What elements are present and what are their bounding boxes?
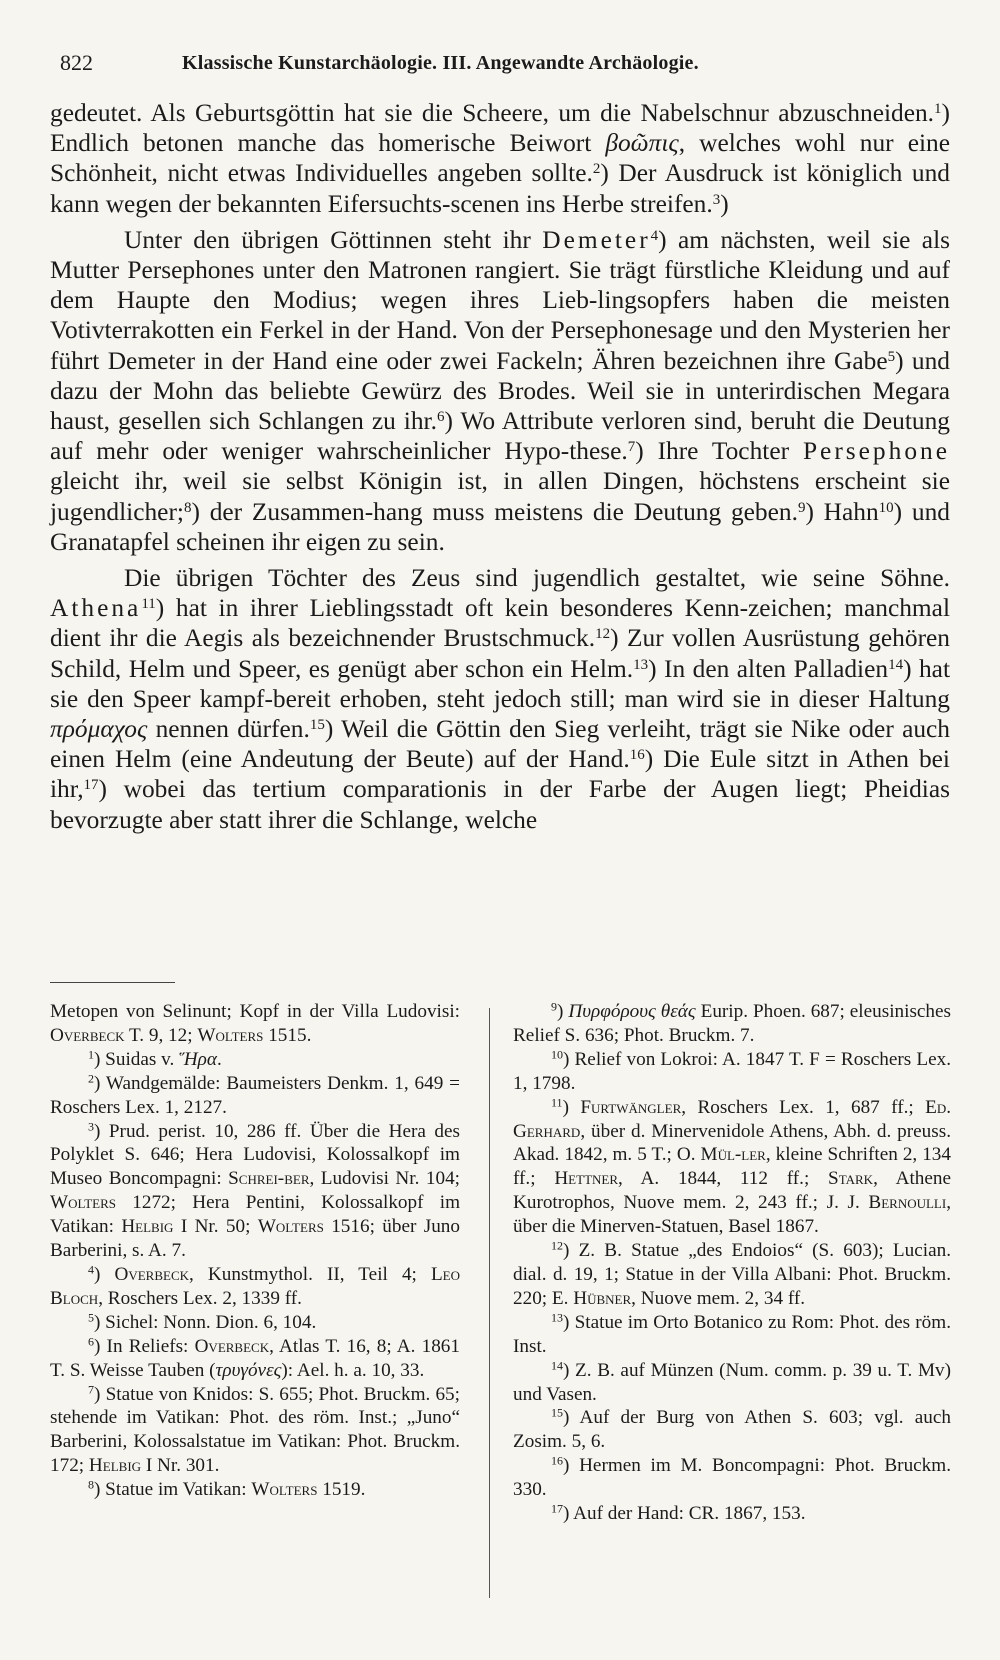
spaced-name: Persephone	[802, 437, 950, 466]
footnote-ref: 17	[83, 777, 99, 794]
paragraph-athena: Die übrigen Töchter des Zeus sind jugendlich gestaltet, wie seine Söhne. Athena$^{11}$) hat in ihrer Lieblingsstadt oft kein besonderes Kenn-zeichen; manchmal dient ihr die Aegis als bezeichnender Brustschmuck.$^{12}$) Zur vollen Ausrüstung gehören Schild, Helm und Speer, es genügt aber schon ein Helm.$^{13}$) In den alten Palladien$^{14}$) hat sie den Speer kampf-bereit erhoben, steht jedoch still; man wird sie in dieser Haltung πρόμαχος nennen dürfen.$^{15}$) Weil die Göttin den Sieg verleiht, trägt sie Nike oder auch einen Helm (eine Andeutung der Beute) auf der Hand.$^{16}$) Die Eule sitzt in Athen bei ihr,$^{17}$) wobei das tertium comparationis in der Farbe der Augen liegt; Pheidias bevorzugte aber statt ihrer die Schlange, welche	[50, 564, 951, 834]
footnote-14: $^{14}$) Z. B. auf Münzen (Num. comm. p. 39 u. T. Mv) und Vasen.	[513, 1358, 951, 1405]
greek-word: πρόμαχος	[50, 715, 148, 744]
footnote-ref: 1	[934, 100, 942, 117]
footnote-ref: 3	[712, 191, 721, 208]
footnote-ref: 16	[629, 747, 645, 764]
greek-word: βοῶπις	[605, 129, 679, 158]
main-text	[50, 98, 950, 835]
footnote-11: $^{11}$) Furtwängler, Roschers Lex. 1, 687 ff.; Ed. Gerhard, über d. Minervenidole Athens, Abh. d. preuss. Akad. 1842, m. 5 T.; O. Mül-ler, kleine Schriften 2, 134 ff.; Hettner, A. 1844, 112 ff.; Stark, Athene Kurotrophos, Nuove mem. 2, 243 ff.; J. J. Bernoulli, über die Minerven-Statuen, Basel 1867.	[513, 1095, 952, 1238]
footnote-ref: 6	[436, 408, 445, 425]
footnote-ref: 4	[650, 227, 659, 244]
footnote-ref: 11	[141, 596, 156, 612]
footnote-13: $^{13}$) Statue im Orto Botanico zu Rom: Phot. des röm. Inst.	[513, 1310, 951, 1357]
running-title: Klassische Kunstarchäologie. III. Angewandte Archäologie.	[182, 52, 699, 74]
footnote-ref: 14	[888, 656, 904, 673]
footnote-7: $^7$) Statue von Knidos: S. 655; Phot. Bruckm. 65; stehende im Vatikan: Phot. des röm. Inst.; „Juno“ Barberini, Kolossalstatue im Vatikan: Phot. Bruckm. 172; Helbig I Nr. 301.	[50, 1381, 460, 1477]
footnote-continuation: Metopen von Selinunt; Kopf in der Villa Ludovisi: Overbeck T. 9, 12; Wolters 1515.	[50, 1001, 460, 1046]
footnote-ref: 5	[887, 348, 896, 365]
footnote-ref: 15	[309, 716, 325, 733]
paragraph-demeter: Unter den übrigen Göttinnen steht ihr Demeter$^4$) am nächsten, weil sie als Mutter Persephones unter den Matronen rangiert. Sie trägt fürstliche Kleidung und auf dem Haupte den Modius; wegen ihres Lieb-lingsopfers haben die meisten Votivterrakotten ein Ferkel in der Hand. Von der Persephonesage und den Mysterien her führt Demeter in der Hand eine oder zwei Fackeln; Ähren bezeichnen ihre Gabe$^5$) und dazu der Mohn das beliebte Gewürz des Brodes. Weil sie in unterirdischen Megara haust, gesellen sich Schlangen zu ihr.$^6$) Wo Attribute verloren sind, beruht die Deutung auf mehr oder weniger wahrscheinlicher Hypo-these.$^7$) Ihre Tochter Persephone gleicht ihr, weil sie selbst Königin ist, in allen Dingen, höchstens erscheint sie jugendlicher;$^8$) der Zusammen-hang muss meistens die Deutung geben.$^9$) Hahn$^{10}$) und Granatapfel scheinen ihr eigen zu sein.	[50, 225, 951, 556]
footnote-1: $^1$) Suidas v. Ἥρα.	[88, 1047, 222, 1070]
spaced-name: Demeter	[542, 225, 651, 254]
paragraph-hera-end: gedeutet. Als Geburtsgöttin hat sie die Scheere, um die Nabelschnur abzuschneiden.$^1$) Endlich betonen manche das homerische Beiwort βοῶπις, welches wohl nur eine Schönheit, nicht etwas Individuelles angeben sollte.$^2$) Der Ausdruck ist königlich und kann wegen der bekannten Eifersuchts-scenen ins Herbe streifen.$^3$)	[50, 99, 951, 218]
footnote-3: $^3$) Prud. perist. 10, 286 ff. Über die Hera des Polyklet S. 646; Hera Ludovisi, Kolossalkopf im Museo Boncompagni: Schrei-ber, Ludovisi Nr. 104; Wolters 1272; Hera Pentini, Kolossalkopf im Vatikan: Helbig I Nr. 50; Wolters 1516; über Juno Barberini, s. A. 7.	[50, 1118, 460, 1262]
footnote-ref: 10	[878, 499, 894, 516]
footnote-ref: 2	[592, 161, 601, 178]
footnote-8: $^8$) Statue im Vatikan: Wolters 1519.	[88, 1477, 366, 1501]
footnotes-left-column	[50, 1000, 460, 1502]
running-header	[60, 48, 940, 78]
footnote-ref: 9	[797, 499, 806, 516]
footnote-10: $^{10}$) Relief von Lokroi: A. 1847 T. F = Roschers Lex. 1, 1798.	[513, 1047, 951, 1094]
footnote-4: $^4$) Overbeck, Kunstmythol. II, Teil 4; Leo Bloch, Roschers Lex. 2, 1339 ff.	[50, 1262, 461, 1309]
footnote-16: $^{16}$) Hermen im M. Boncompagni: Phot. Bruckm. 330.	[513, 1453, 951, 1501]
footnote-17: $^{17}$) Auf der Hand: CR. 1867, 153.	[551, 1501, 806, 1525]
footnote-15: $^{15}$) Auf der Burg von Athen S. 603; vgl. auch Zosim. 5, 6.	[513, 1405, 951, 1453]
column-divider	[489, 1008, 490, 1598]
footnote-ref: 13	[633, 656, 649, 673]
footnotes-right-column	[513, 1000, 951, 1526]
spaced-name: Athena	[50, 594, 142, 623]
footnote-ref: 8	[183, 499, 192, 516]
footnote-ref: 7	[627, 438, 636, 455]
footnote-5: $^5$) Sichel: Nonn. Dion. 6, 104.	[88, 1310, 317, 1333]
footnote-6: $^6$) In Reliefs: Overbeck, Atlas T. 16, 8; A. 1861 T. S. Weisse Tauben (τρυγόνες): Ael. h. a. 10, 33.	[50, 1334, 460, 1381]
footnote-2: $^2$) Wandgemälde: Baumeisters Denkm. 1, 649 = Roschers Lex. 1, 2127.	[50, 1071, 460, 1118]
footnote-12: $^{12}$) Z. B. Statue „des Endoios“ (S. 603); Lucian. dial. d. 19, 1; Statue in der Villa Albani: Phot. Bruckm. 220; E. Hübner, Nuove mem. 2, 34 ff.	[513, 1238, 951, 1309]
page-number: 822	[60, 50, 93, 75]
footnote-ref: 12	[595, 626, 611, 643]
footnote-separator	[50, 982, 175, 983]
footnote-9: $^9$) Πυρφόρους θεάς Eurip. Phoen. 687; eleusinisches Relief S. 636; Phot. Bruckm. 7.	[513, 999, 952, 1046]
